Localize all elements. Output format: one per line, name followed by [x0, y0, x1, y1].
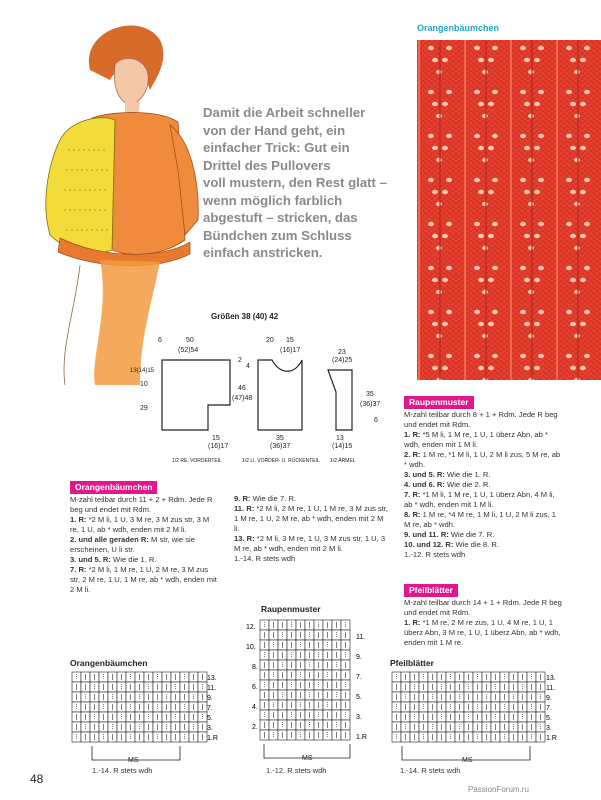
instruction-row: 3. und 5. R: Wie die 1. R.	[70, 555, 157, 564]
row-number: 13.	[546, 675, 556, 682]
dim-label: (24)25	[332, 357, 353, 364]
row-number: 7.	[356, 674, 362, 681]
instruction-row: 8. R: 1 M re, *4 M re, 1 M li, 1 U, 2 M li zus, 1 M re, ab * wdh.	[404, 510, 556, 529]
section-header-raupen: Raupenmuster	[404, 396, 474, 409]
instruction-row: 9. und 11. R: Wie die 7. R.	[404, 530, 495, 539]
chart-note-pfeil: 1.-14. R stets wdh	[400, 766, 461, 775]
instruction-row: 1. R: *2 M li, 1 U, 3 M re, 3 M zus str, 3 M re, 1 U, ab * wdh, enden mit 2 M li.	[70, 515, 210, 534]
instruction-row: 10. und 12. R: Wie die 8. R.	[404, 540, 499, 549]
sizes-title: Größen 38 (40) 42	[211, 312, 279, 321]
chart-raupen	[240, 618, 380, 768]
pfeil-instructions	[404, 598, 564, 648]
dim-label: 6	[158, 337, 162, 344]
instruction-row: 13. R: *2 M li, 3 M re, 1 U, 3 M zus str, 1 U, 3 M re, ab * wdh, enden mit 2 M li.	[234, 534, 386, 553]
row-number: 9.	[356, 654, 362, 661]
dim-label: 29	[140, 405, 148, 412]
intro-line: Bündchen zum Schluss	[203, 227, 352, 243]
chart-title-raupen: Raupenmuster	[261, 604, 321, 614]
intro-line: einfacher Trick: Gut ein	[203, 140, 350, 155]
dim-label: 10	[140, 381, 148, 388]
instruction-row: 2. und alle geraden R: M str, wie sie erscheinen, U li str.	[70, 535, 195, 554]
instruction-row: 11. R: *2 M li, 2 M re, 1 U, 1 M re, 3 M zus str, 1 M re, 1 U, 2 M re, ab * wdh, enden mit 2 M li.	[234, 504, 389, 533]
intro-line: von der Hand geht, ein	[203, 122, 346, 138]
row-number: 8.	[252, 664, 258, 671]
row-number: 7.	[546, 705, 552, 712]
section-header-pfeil: Pfeilblätter	[404, 584, 458, 597]
orangen-instructions-cont	[234, 494, 389, 564]
dim-label: 13	[336, 435, 344, 442]
row-number: 4.	[252, 704, 258, 711]
instruction-row: 7. R: *1 M li, 1 M re, 1 U, 1 überz Abn, 4 M li, ab * wdh, enden mit 1 M li.	[404, 490, 555, 509]
watermark: PassionForum.ru	[468, 785, 529, 794]
dim-label: 50	[186, 337, 194, 344]
intro-line: voll mustern, den Rest glatt –	[203, 175, 387, 190]
intro-line: einfach anstricken.	[203, 245, 323, 260]
row-number: 10.	[246, 644, 256, 651]
chart-pfeil	[388, 670, 568, 770]
ms-label: MS	[302, 755, 313, 762]
dim-label: 6	[374, 417, 378, 424]
section-header-orangen: Orangenbäumchen	[70, 481, 157, 494]
dim-label: 4	[246, 363, 250, 370]
repeat-note: 1.-12. R stets wdh	[404, 550, 466, 559]
dim-label: (16)17	[280, 347, 301, 354]
repeat-note: 1.-14. R stets wdh	[234, 554, 296, 563]
dim-label: 20	[266, 337, 274, 344]
intro-line: Drittel des Pullovers	[203, 157, 331, 173]
dim-label: 15	[212, 435, 220, 442]
row-number: 11.	[356, 634, 366, 641]
dim-label: 15	[286, 337, 294, 344]
chart-title-orangen: Orangenbäumchen	[70, 658, 148, 668]
intro-line: wenn möglich farblich	[203, 192, 343, 208]
instruction-intro: M-zahl teilbar durch 11 + 2 + Rdm. Jede R beg und endet mit Rdm.	[70, 495, 213, 514]
dim-label: (36)37	[360, 401, 381, 408]
chart-note-orangen: 1.-14. R stets wdh	[92, 766, 153, 775]
row-number: 3.	[546, 725, 552, 732]
intro-text	[203, 104, 403, 262]
chart-note-raupen: 1.-12. R stets wdh	[266, 766, 327, 775]
instruction-row: 1. R: *1 M re, 2 M re zus, 1 U, 4 M re, 1 U, 1 überz Abn, 3 M re, 1 U, 1 überz Abn, ab * wdh, enden mit 1 M re.	[404, 618, 561, 647]
piece-caption: 1/2 RE. VORDERTEIL	[172, 458, 222, 464]
photo-caption: Orangenbäumchen	[417, 23, 500, 33]
raupen-instructions	[404, 410, 564, 560]
instruction-row: 2. R: 1 M re, *1 M li, 1 U, 2 M li zus, 5 M re, ab * wdh.	[404, 450, 561, 469]
ms-label: MS	[128, 757, 139, 764]
row-number: 3.	[207, 725, 213, 732]
instruction-row: 3. und 5. R: Wie die 1. R.	[404, 470, 491, 479]
row-number: 6.	[252, 684, 258, 691]
row-number: 2.	[252, 724, 258, 731]
orangen-instructions	[70, 495, 220, 595]
dim-label: 13(14)15	[130, 368, 155, 374]
garment-schematic	[130, 330, 400, 470]
row-number: 1.R	[546, 735, 557, 742]
dim-label: 46	[238, 385, 246, 392]
row-number: 1.R	[207, 735, 218, 742]
dim-label: (16)17	[208, 443, 229, 450]
instruction-row: 1. R: *5 M li, 1 M re, 1 U, 1 überz Abn, ab * wdh, enden mit 1 M li.	[404, 430, 548, 449]
row-number: 1.R	[356, 734, 367, 741]
row-number: 11.	[546, 685, 556, 692]
instruction-intro: M-zahl teilbar durch 8 + 1 + Rdm. Jede R beg und endet mit Rdm.	[404, 410, 558, 429]
dim-label: 35	[366, 391, 374, 398]
chart-title-pfeil: Pfeilblätter	[390, 658, 434, 668]
row-number: 5.	[546, 715, 552, 722]
row-number: 13.	[207, 675, 217, 682]
intro-line: Damit die Arbeit schneller	[203, 105, 366, 120]
knit-swatch-photo	[417, 40, 601, 380]
dim-label: (47)48	[232, 395, 253, 402]
chart-orangen	[68, 670, 228, 770]
dim-label: (36)37	[270, 443, 291, 450]
dim-label: 2	[238, 357, 242, 364]
dim-label: (14)15	[332, 443, 353, 450]
row-number: 7.	[207, 705, 213, 712]
dim-label: 23	[338, 349, 346, 356]
ms-label: MS	[462, 757, 473, 764]
instruction-intro: M-zahl teilbar durch 14 + 1 + Rdm. Jede R beg und endet mit Rdm.	[404, 598, 562, 617]
row-number: 5.	[207, 715, 213, 722]
row-number: 3.	[356, 714, 362, 721]
row-number: 12.	[246, 624, 256, 631]
instruction-row: 7. R: *2 M li, 1 M re, 1 U, 2 M re, 3 M zus str, 2 M re, 1 U, 1 M re, ab * wdh, enden mit 2 M li.	[70, 565, 217, 594]
instruction-row: 9. R: Wie die 7. R.	[234, 494, 297, 503]
page-number: 48	[30, 772, 44, 786]
dim-label: (52)54	[178, 347, 199, 354]
row-number: 9.	[207, 695, 213, 702]
intro-line: abgestuft – stricken, das	[203, 210, 358, 225]
instruction-row: 4. und 6. R: Wie die 2. R.	[404, 480, 491, 489]
row-number: 9.	[546, 695, 552, 702]
row-number: 11.	[207, 685, 217, 692]
piece-caption: 1/2 LI. VORDER- U. RÜCKENTEIL	[242, 458, 320, 464]
piece-caption: 1/2 ÄRMEL	[330, 458, 356, 464]
dim-label: 35	[276, 435, 284, 442]
row-number: 5.	[356, 694, 362, 701]
